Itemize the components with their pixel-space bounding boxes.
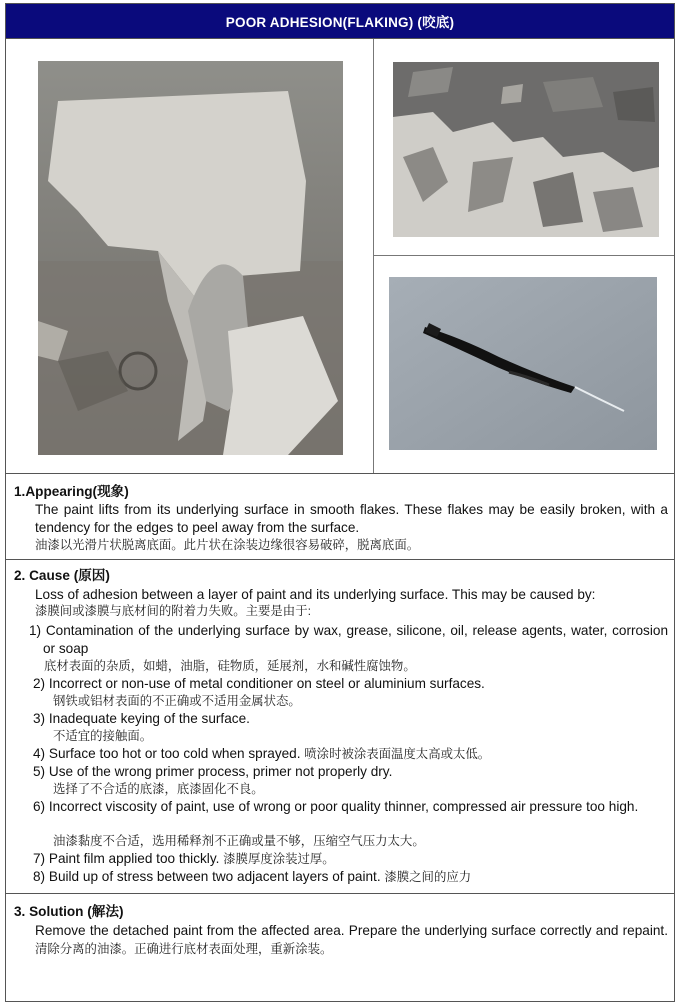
- cause-item-6-text: Incorrect viscosity of paint, use of wrong or poor quality thinner, compressed air pressure too high.: [48, 799, 639, 814]
- cause-item-3-num: 3): [33, 711, 46, 726]
- cause-item-7-text: Paint film applied too thickly.: [48, 851, 220, 866]
- flaking-metal-surface-photo: [393, 62, 659, 237]
- cause-item-3-text: Inadequate keying of the surface.: [48, 711, 250, 726]
- cause-item-6-cn: 油漆黏度不合适，选用稀释剂不正确或量不够，压缩空气压力太大。: [53, 834, 425, 848]
- cause-item-6-num: 6): [33, 799, 46, 814]
- appearing-title: 1.Appearing(现象): [14, 484, 129, 499]
- cause-item-4: [33, 745, 668, 764]
- solution-section: [6, 894, 674, 1002]
- page-title-text: POOR ADHESION(FLAKING) (咬底): [225, 15, 455, 30]
- cause-item-3-cn: 不适宜的接触面。: [53, 729, 153, 743]
- solution-title: 3. Solution (解法): [14, 904, 124, 919]
- cause-item-5-cn: 选择了不合适的底漆，底漆固化不良。: [53, 782, 264, 796]
- cause-item-7: [33, 850, 668, 869]
- scratch-on-panel-photo: [389, 277, 657, 450]
- appearing-section: [6, 474, 674, 560]
- cause-item-8-num: 8): [33, 869, 46, 884]
- cause-item-8: [33, 868, 668, 887]
- cause-item-1-cn: 底材表面的杂质，如蜡，油脂，硅物质，延展剂，水和碱性腐蚀物。: [44, 659, 416, 673]
- cause-section: [6, 560, 674, 894]
- cause-item-1-num: 1): [29, 623, 42, 638]
- cause-item-2-text: Incorrect or non-use of metal conditioner on steel or aluminium surfaces.: [48, 676, 485, 691]
- cause-item-4-cn: 喷涂时被涂表面温度太高或太低。: [304, 747, 491, 761]
- document-sheet: [5, 3, 675, 1002]
- cause-item-8-cn: 漆膜之间的应力: [384, 870, 472, 884]
- page-title: [6, 4, 674, 39]
- photo-grid: [6, 39, 674, 474]
- cause-item-8-text: Build up of stress between two adjacent layers of paint.: [48, 869, 381, 884]
- cause-item-7-num: 7): [33, 851, 46, 866]
- solution-text-en: Remove the detached paint from the affected area. Prepare the underlying surface correctly and repaint.: [35, 923, 668, 938]
- cause-item-5-text: Use of the wrong primer process, primer not properly dry.: [48, 764, 393, 779]
- cause-item-2-cn: 钢铁或铝材表面的不正确或不适用金属状态。: [53, 694, 301, 708]
- solution-text: [35, 922, 668, 958]
- photo-divider-horizontal: [373, 255, 674, 256]
- cause-item-2-num: 2): [33, 676, 46, 691]
- photo-divider-vertical: [373, 39, 374, 473]
- cause-item-6: [33, 798, 668, 816]
- cause-item-5: [33, 763, 668, 781]
- cause-title: 2. Cause (原因): [14, 568, 110, 583]
- cause-item-2: [33, 675, 668, 693]
- cause-item-3: [33, 710, 668, 728]
- cause-item-4-text: Surface too hot or too cold when sprayed.: [48, 746, 301, 761]
- peeling-paint-wall-photo: [38, 61, 343, 455]
- appearing-text: The paint lifts from its underlying surface in smooth flakes. These flakes may be easily broken, with a tendency for the edges to peel away from the surface.: [35, 502, 668, 535]
- cause-item-4-num: 4): [33, 746, 46, 761]
- cause-item-7-cn: 漆膜厚度涂装过厚。: [223, 852, 335, 866]
- solution-text-cn: 清除分离的油漆。正确进行底材表面处理，重新涂装。: [35, 941, 333, 956]
- cause-item-1-text: Contamination of the underlying surface by wax, grease, silicone, oil, release agents, water, corrosion or soap: [43, 623, 668, 656]
- cause-intro: Loss of adhesion between a layer of paint and its underlying surface. This may be caused by:: [35, 587, 596, 602]
- cause-item-5-num: 5): [33, 764, 46, 779]
- cause-intro-cn: 漆膜间或漆膜与底材间的附着力失败。主要是由于:: [35, 604, 312, 618]
- cause-item-1: [29, 622, 668, 657]
- appearing-text-cn: 油漆以光滑片状脱离底面。此片状在涂装边缘很容易破碎，脱离底面。: [35, 538, 420, 552]
